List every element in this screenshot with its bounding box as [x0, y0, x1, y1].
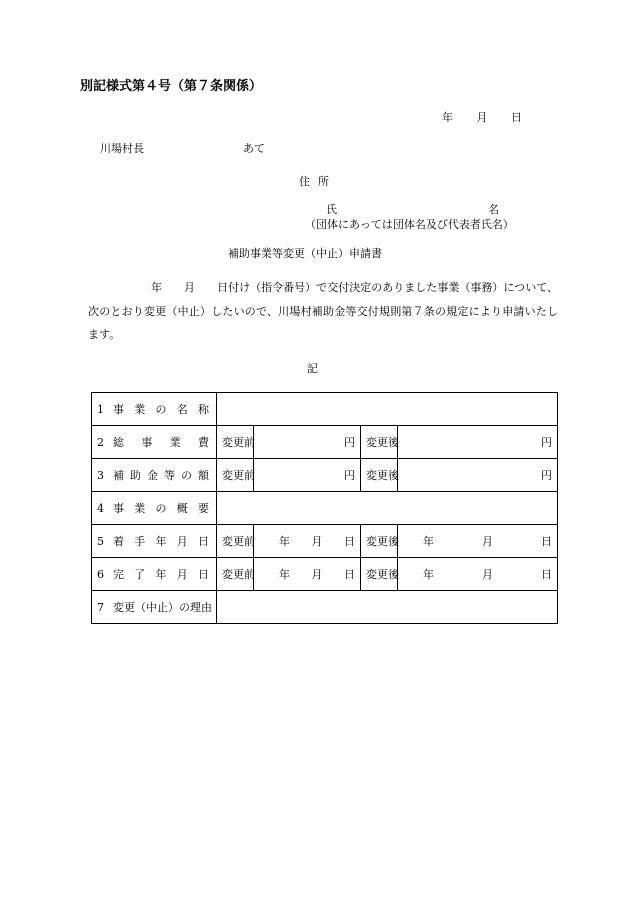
year-unit: 年 [423, 568, 434, 581]
yen-unit: 円 [541, 436, 552, 449]
after-amount-field[interactable] [398, 459, 558, 492]
day-unit: 日 [541, 568, 552, 581]
body-paragraph: 年 月 日付け（指令番号）で交付決定のありました事業（事務）について、次のとおり変更（中止）したいので、川場村補助金等交付規則第７条の規定により申請いたします。 [88, 281, 558, 341]
item-label: 事 業 の 名 称 [113, 403, 209, 416]
item-number: 7 [97, 601, 104, 614]
before-date-field[interactable] [254, 525, 361, 558]
item-label: 総 事 業 費 [113, 436, 209, 449]
yen-unit: 円 [344, 469, 355, 482]
after-date-field[interactable] [398, 525, 558, 558]
item-value-field[interactable] [217, 492, 558, 525]
day-unit: 日 [344, 535, 355, 548]
item-label-cell [92, 459, 217, 492]
before-label: 変更前 [217, 525, 254, 558]
before-label: 変更前 [217, 459, 254, 492]
day-unit: 日 [344, 568, 355, 581]
item-label-cell [92, 558, 217, 591]
yen-unit: 円 [541, 469, 552, 482]
addressee: 川場村長 [100, 142, 144, 155]
after-date-field[interactable] [398, 558, 558, 591]
name-label-1: 氏 [326, 203, 337, 216]
item-label: 着 手 年 月 日 [113, 535, 209, 548]
table-row [92, 459, 558, 492]
date-year-label: 年 [442, 111, 453, 124]
date-month-label: 月 [476, 111, 488, 124]
document-title: 補助事業等変更（中止）申請書 [228, 247, 382, 260]
item-label: 変更（中止）の理由 [113, 601, 212, 614]
year-unit: 年 [423, 535, 434, 548]
item-label: 完 了 年 月 日 [113, 568, 209, 581]
item-value-field[interactable] [217, 393, 558, 426]
date-day-label: 日 [511, 111, 522, 124]
item-label: 事 業 の 概 要 [113, 502, 209, 515]
before-date-field[interactable] [254, 558, 361, 591]
items-table [91, 392, 558, 624]
item-label-cell [92, 525, 217, 558]
item-label-cell [92, 591, 217, 624]
month-unit: 月 [311, 535, 323, 548]
group-note: （団体にあっては団体名及び代表者氏名） [305, 218, 514, 231]
after-amount-field[interactable] [398, 426, 558, 459]
after-label: 変更後 [361, 558, 398, 591]
item-label-cell [92, 492, 217, 525]
table-row [92, 591, 558, 624]
item-value-field[interactable] [217, 591, 558, 624]
item-number: 6 [97, 568, 104, 581]
day-unit: 日 [541, 535, 552, 548]
item-number: 2 [97, 436, 104, 449]
name-label-2: 名 [488, 203, 499, 216]
month-unit: 月 [311, 568, 323, 581]
item-number: 1 [97, 403, 104, 416]
table-row [92, 525, 558, 558]
ki-heading: 記 [307, 362, 318, 375]
after-label: 変更後 [361, 525, 398, 558]
yen-unit: 円 [344, 436, 355, 449]
item-number: 5 [97, 535, 104, 548]
month-unit: 月 [482, 535, 493, 548]
item-label-cell [92, 393, 217, 426]
table-row [92, 393, 558, 426]
month-unit: 月 [482, 568, 493, 581]
year-unit: 年 [279, 535, 290, 548]
address-label: 住所 [299, 175, 337, 188]
before-label: 変更前 [217, 558, 254, 591]
item-number: 4 [97, 502, 104, 515]
date-header [442, 112, 522, 123]
before-amount-field[interactable] [254, 459, 361, 492]
table-row [92, 558, 558, 591]
item-number: 3 [97, 469, 104, 482]
before-label: 変更前 [217, 426, 254, 459]
after-label: 変更後 [361, 459, 398, 492]
table-row [92, 426, 558, 459]
after-label: 変更後 [361, 426, 398, 459]
form-id: 別記様式第４号（第７条関係） [80, 79, 263, 94]
table-row [92, 492, 558, 525]
item-label-cell [92, 426, 217, 459]
addressee-suffix: あて [243, 142, 265, 155]
year-unit: 年 [279, 568, 290, 581]
item-label: 補 助 金 等 の 額 [113, 469, 209, 482]
before-amount-field[interactable] [254, 426, 361, 459]
